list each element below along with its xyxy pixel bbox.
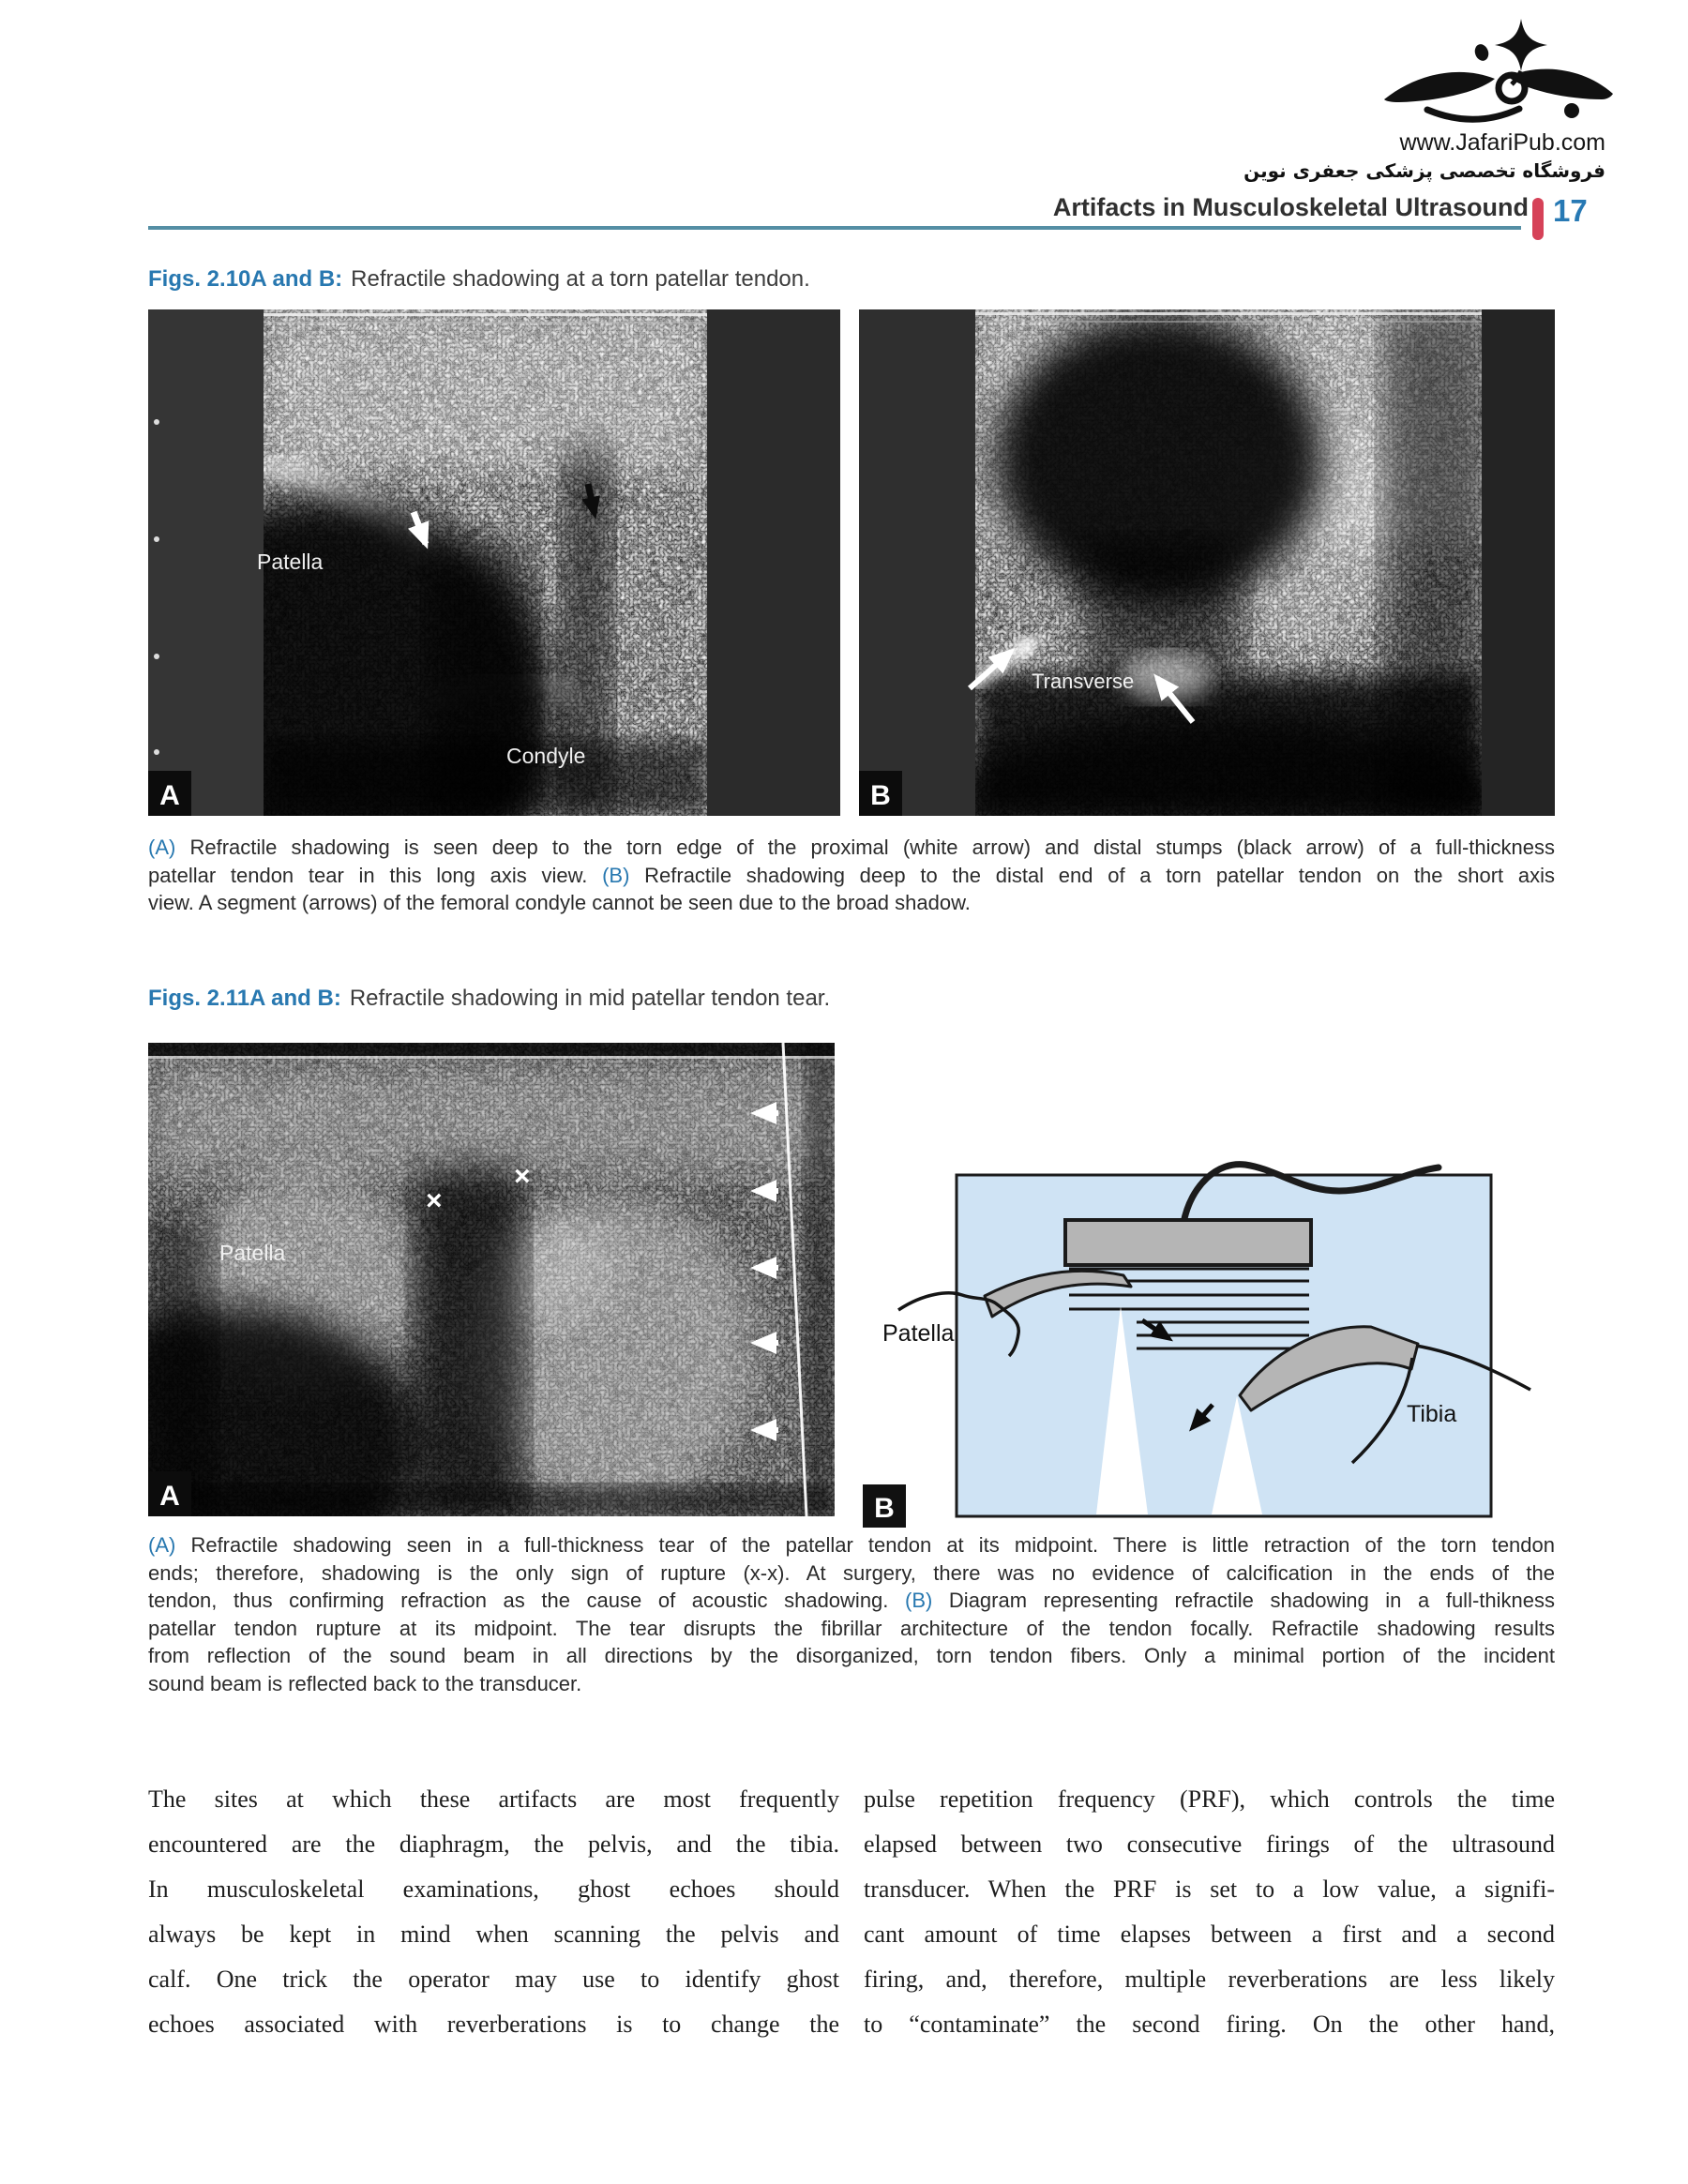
publisher-url: www.JafariPub.com xyxy=(1399,129,1605,156)
text-line: elapsed between two consecutive firings of the ultrasound xyxy=(864,1830,1555,1858)
fig-2-10-label: Figs. 2.10A and B: xyxy=(148,266,343,292)
x-mark-right: × xyxy=(514,1161,531,1192)
label-tibia: Tibia xyxy=(1407,1401,1457,1427)
text-line: pulse repetition frequency (PRF), which controls the time xyxy=(864,1785,1555,1813)
fig-2-10-panel-a-ultrasound xyxy=(148,309,840,816)
text-line: always be kept in mind when scanning the pelvis and xyxy=(148,1920,839,1948)
chapter-title: Artifacts in Musculoskeletal Ultrasound xyxy=(1052,193,1529,221)
fig-2-10-panel-b-ultrasound xyxy=(859,309,1555,816)
panel-b-badge: B xyxy=(870,780,891,811)
fig-2-10-title: Refractile shadowing at a torn patellar tendon. xyxy=(351,266,810,292)
label-transverse: Transverse xyxy=(1032,670,1135,693)
label-patella: Patella xyxy=(257,550,324,574)
scan-left-margin xyxy=(148,309,264,816)
skin-line xyxy=(148,1056,835,1059)
body-text-right-column xyxy=(864,1777,1555,2047)
fig-2-11-caption xyxy=(148,1531,1555,1697)
page-number-bar xyxy=(1532,198,1544,240)
publisher-logo-icon xyxy=(1371,13,1624,129)
text-line: calf. One trick the operator may use to identify ghost xyxy=(148,1966,839,1993)
speckle-field xyxy=(934,309,1515,816)
panel-b-badge: B xyxy=(874,1493,895,1524)
fig-2-11-panel-b-diagram xyxy=(844,1153,1575,1529)
scan-right-margin xyxy=(707,309,840,816)
panel-a-badge: A xyxy=(159,1481,180,1512)
top-edge xyxy=(148,1043,835,1056)
text-line: patellar tendon tear in this long axis view. (B) Refractile shadowing deep to the distal end of a torn patellar tendon on the short axis xyxy=(148,863,1555,887)
text-line: firing, and, therefore, multiple reverberations are less likely xyxy=(864,1966,1555,1993)
text-line: from reflection of the sound beam in all directions by the disorganized, torn tendon fibers. Only a minimal portion of the incident xyxy=(148,1644,1555,1667)
fig-2-11-label: Figs. 2.11A and B: xyxy=(148,986,341,1011)
text-line: (A) Refractile shadowing is seen deep to the torn edge of the proximal (white arrow) and distal stumps (black arrow) of a full-thickness xyxy=(148,836,1555,859)
label-condyle: Condyle xyxy=(506,744,586,768)
speckle-field xyxy=(148,1043,835,1516)
text-line: tendon, thus confirming refraction as the cause of acoustic shadowing. (B) Diagram representing refractile shadowing in a full-thikness xyxy=(148,1589,1555,1612)
x-mark-left: × xyxy=(426,1185,443,1216)
skin-line xyxy=(264,313,707,316)
fig-2-10-heading xyxy=(148,266,1555,293)
text-line: In musculoskeletal examinations, ghost echoes should xyxy=(148,1875,839,1903)
text-line: patellar tendon rupture at its midpoint. The tear disrupts the fibrillar architecture of the tendon focally. Refractile shadowing results xyxy=(148,1616,1555,1640)
scan-right-margin xyxy=(1482,309,1555,816)
page-number: 17 xyxy=(1553,193,1588,228)
text-line: encountered are the diaphragm, the pelvis, and the tibia. xyxy=(148,1830,839,1858)
fig-2-11-heading xyxy=(148,986,1555,1012)
header-rule xyxy=(148,226,1521,230)
skin-line xyxy=(975,312,1482,315)
body-text-left-column xyxy=(148,1777,839,2047)
fig-2-10-caption xyxy=(148,834,1555,917)
text-line: cant amount of time elapses between a first and a second xyxy=(864,1920,1555,1948)
text-line: view. A segment (arrows) of the femoral condyle cannot be seen due to the broad shadow. xyxy=(148,891,971,914)
text-line: The sites at which these artifacts are most frequently xyxy=(148,1785,839,1813)
transducer xyxy=(1065,1220,1311,1265)
text-line: ends; therefore, shadowing is the only sign of rupture (x-x). At surgery, there was no evidence of calcification in the ends of the xyxy=(148,1560,1555,1585)
text-line: transducer. When the PRF is set to a low value, a signifi- xyxy=(864,1875,1555,1903)
fig-2-11-panel-a-ultrasound xyxy=(148,1043,835,1516)
label-patella: Patella xyxy=(219,1241,286,1265)
skin-line-2 xyxy=(975,321,1482,323)
label-patella: Patella xyxy=(882,1320,955,1347)
text-line: echoes associated with reverberations is to change the xyxy=(148,2011,839,2038)
scan-left-margin xyxy=(859,309,975,816)
skin-line-2 xyxy=(264,322,707,324)
text-line: to “contaminate” the second firing. On the other hand, xyxy=(864,2011,1555,2038)
text-line: (A) Refractile shadowing seen in a full-thickness tear of the patellar tendon at its midpoint. There is little retraction of the torn tendon xyxy=(148,1533,1555,1557)
text-line: sound beam is reflected back to the transducer. xyxy=(148,1671,582,1695)
publisher-store-name: فروشگاه تخصصی پزشکی جعفری نوین xyxy=(1243,159,1605,182)
fig-2-11-title: Refractile shadowing in mid patellar tendon tear. xyxy=(349,986,831,1011)
panel-a-badge: A xyxy=(159,780,180,811)
